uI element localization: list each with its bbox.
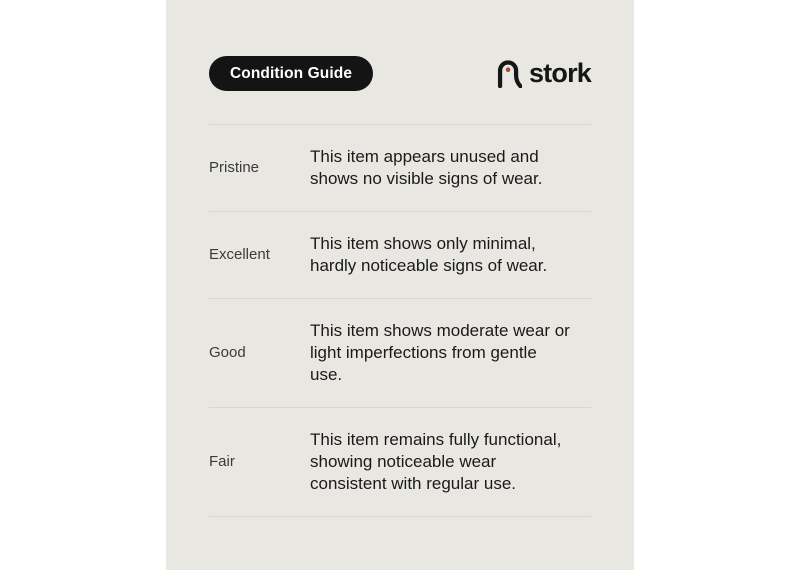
condition-description: This item shows moderate wear or light imperfections from gentle use. <box>310 321 570 384</box>
condition-label: Fair <box>209 453 235 470</box>
condition-description: This item remains fully functional, showing noticeable wear consistent with regular use. <box>310 430 562 493</box>
brand-logo <box>495 59 591 88</box>
condition-guide-badge: Condition Guide <box>209 56 373 91</box>
condition-label: Excellent <box>209 246 270 263</box>
condition-description: This item appears unused and shows no visible signs of wear. <box>310 147 543 188</box>
condition-row-fair <box>209 407 591 517</box>
condition-description: This item shows only minimal, hardly noticeable signs of wear. <box>310 234 548 275</box>
condition-guide-card <box>166 0 634 570</box>
brand-wordmark: stork <box>528 58 591 88</box>
condition-row-excellent <box>209 211 591 298</box>
card-header <box>209 56 591 91</box>
condition-row-pristine <box>209 124 591 211</box>
condition-row-good <box>209 298 591 407</box>
condition-table <box>209 124 591 517</box>
condition-label: Good <box>209 344 246 361</box>
condition-label: Pristine <box>209 159 260 176</box>
stork-pin-icon <box>495 59 522 88</box>
